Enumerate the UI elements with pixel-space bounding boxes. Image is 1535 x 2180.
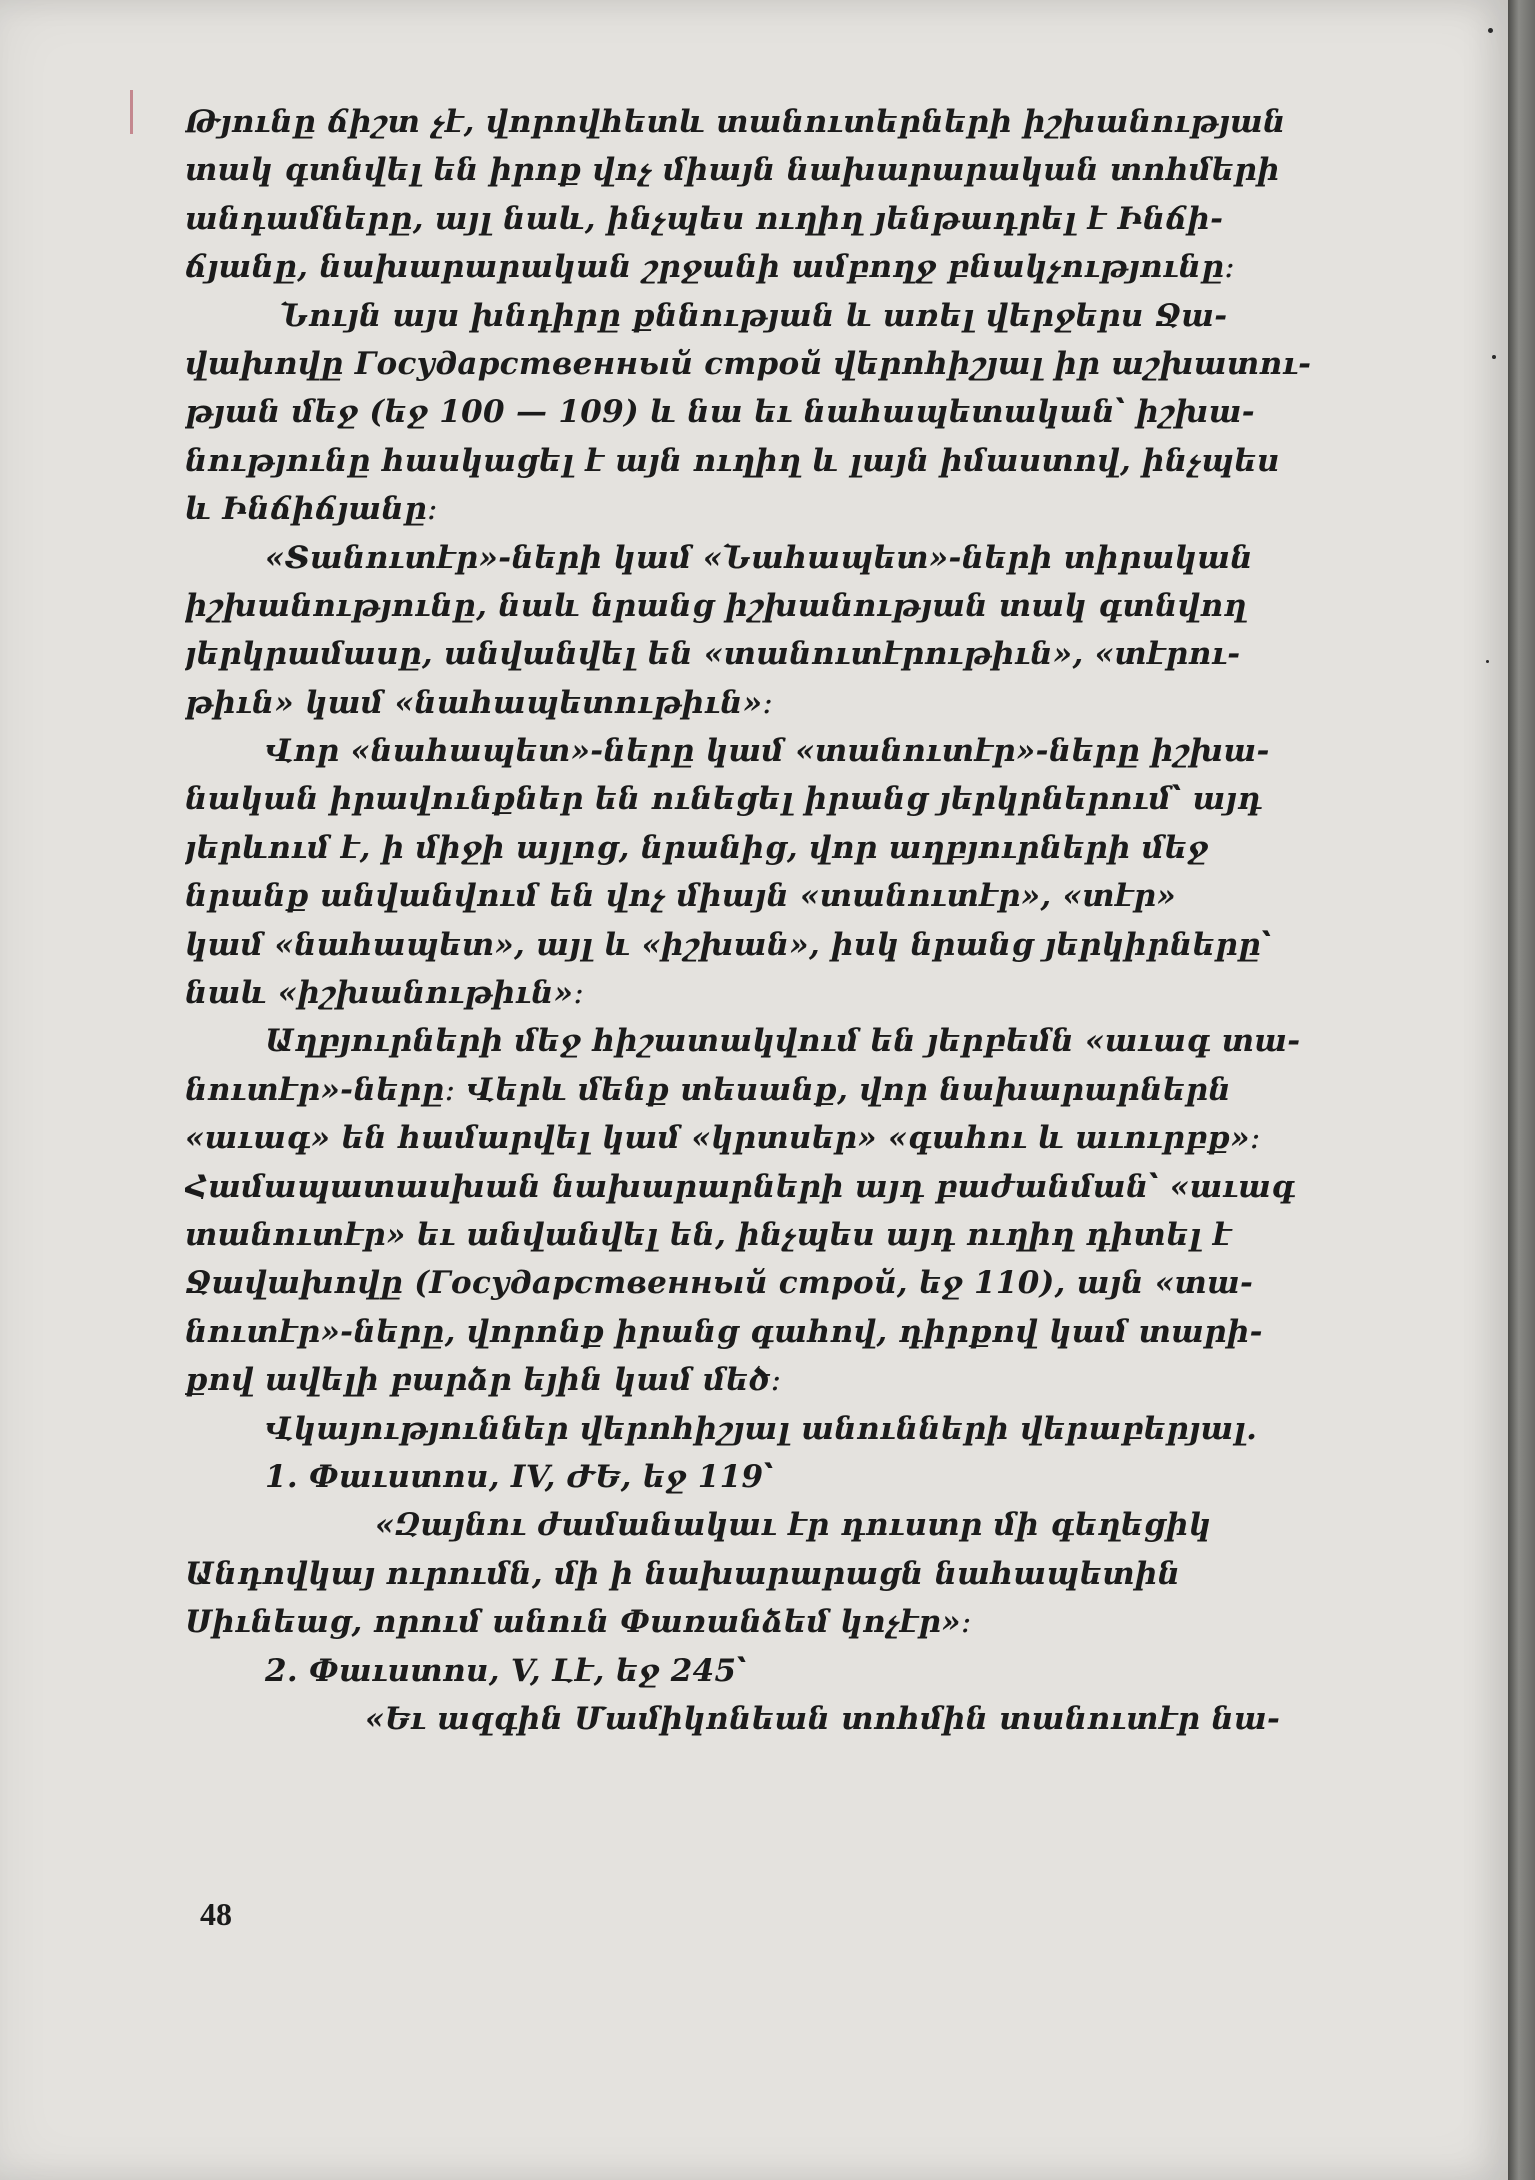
text-line: «Տանուտէր»-ների կամ «Նահապետ»-ների տիրական <box>265 539 1253 576</box>
book-gutter <box>1508 0 1535 2180</box>
text-line: Նույն այս խնդիրը քննության և առել վերջերս Ջա- <box>280 297 1228 334</box>
text-line: Աղբյուրների մեջ հիշատակվում են յերբեմն «աւագ տա- <box>265 1023 1301 1060</box>
text-line: Թյունը ճիշտ չէ, վորովհետև տանուտերների իշխանության <box>185 104 1286 140</box>
text-line: Անդովկայ ուրումն, մի ի նախարարացն նահապետին <box>185 1555 1181 1592</box>
text-line: նուտէր»-ները, վորոնք իրանց գահով, դիրքով կամ տարի- <box>185 1313 1263 1350</box>
text-line: «Եւ ազգին Մամիկոնեան տոհմին տանուտէր նա- <box>365 1700 1281 1737</box>
text-line: Համապատասխան նախարարների այդ բաժանման՝ «աւագ <box>185 1168 1296 1205</box>
page-number: 48 <box>200 1896 232 1932</box>
text-line: նրանք անվանվում են վոչ միայն «տանուտէր», «տէր» <box>185 878 1177 915</box>
text-line: տակ գտնվել են իրոք վոչ միայն նախարարական տոհմերի <box>185 152 1280 189</box>
margin-pencil-mark <box>130 90 133 134</box>
text-line: նությունը հասկացել է այն ուղիղ և լայն իմաստով, ինչպես <box>185 442 1280 479</box>
body-text <box>185 98 1330 1743</box>
text-line: «աւագ» են համարվել կամ «կրտսեր» «գահու և աւուրբք»։ <box>185 1120 1261 1157</box>
text-line: տանուտէր» եւ անվանվել են, ինչպես այդ ուղիղ դիտել է <box>185 1216 1232 1253</box>
text-line: իշխանությունը, նաև նրանց իշխանության տակ գտնվող <box>185 587 1247 624</box>
text-line: քով ավելի բարձր եյին կամ մեծ։ <box>185 1362 782 1399</box>
text-line: թյան մեջ (եջ 100 — 109) և նա եւ նահապետական՝ իշխա- <box>185 394 1255 431</box>
text-line: և Ինճիճյանը։ <box>185 491 438 528</box>
text-line: թիւն» կամ «նահապետութիւն»։ <box>185 684 774 721</box>
text-line: ճյանը, նախարարական շրջանի ամբողջ բնակչությունը։ <box>185 249 1236 286</box>
paper-speck <box>1492 355 1496 359</box>
text-line: Սիւնեաց, որում անուն Փառանձեմ կոչէր»։ <box>185 1604 972 1641</box>
text-line: Ջավախովը (Государственный строй, եջ 110), այն «տա- <box>185 1265 1254 1302</box>
text-line: վախովը Государственный строй վերոհիշյալ իր աշխատու- <box>185 345 1312 382</box>
text-line: 2. Փաւստոս, V, Լէ, եջ 245՝ <box>265 1652 747 1689</box>
text-line: անդամները, այլ նաև, ինչպես ուղիղ յենթադրել է Ինճի- <box>185 200 1224 237</box>
text-line: նական իրավունքներ են ունեցել իրանց յերկրներում՝ այդ <box>185 781 1263 818</box>
text-line: կամ «նահապետ», այլ և «իշխան», իսկ նրանց յերկիրները՝ <box>185 926 1272 963</box>
text-line: Վոր «նահապետ»-ները կամ «տանուտէր»-ները իշխա- <box>265 733 1270 770</box>
text-line: նուտէր»-ները։ Վերև մենք տեսանք, վոր նախարարներն <box>185 1071 1231 1108</box>
paper-speck <box>1486 660 1489 663</box>
text-line: յերևում է, ի միջի այլոց, նրանից, վոր աղբյուրների մեջ <box>185 829 1209 866</box>
text-line: Վկայություններ վերոհիշյալ անունների վերաբերյալ. <box>265 1410 1258 1447</box>
paper-speck <box>1488 28 1493 33</box>
text-line: 1. Փաւստոս, IV, ԺԵ, եջ 119՝ <box>265 1458 774 1495</box>
text-line: «Զայնու ժամանակաւ էր դուստր մի գեղեցիկ <box>375 1507 1212 1544</box>
text-line: նաև «իշխանութիւն»։ <box>185 975 585 1012</box>
text-line: յերկրամասը, անվանվել են «տանուտէրութիւն», «տէրու- <box>185 636 1241 673</box>
